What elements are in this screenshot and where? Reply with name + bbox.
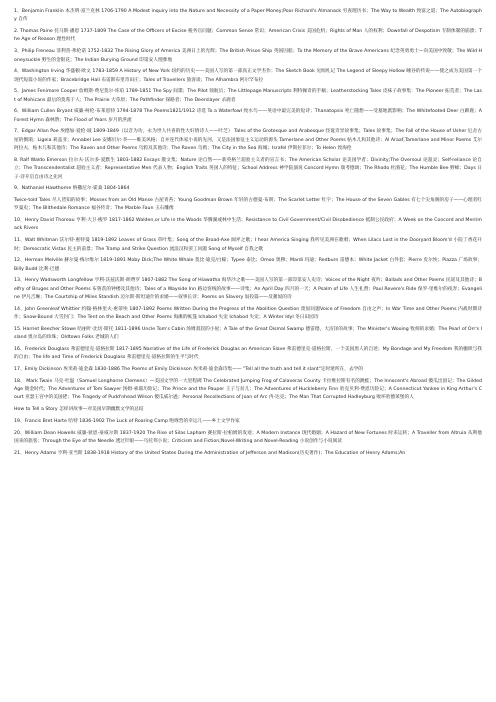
entry-hawthorne-works: Twice-told Tales 尽人皆知的故事；Mosses from an Old Manse 古屋青苔；Young Goodman Brown 年轻的古德曼·布朗；The Scarlet Letter 红字；The House of the Seven Gables 有七个尖角阁的房子——心理者红罗曼史；The Blithedale Romance 福谷传奇；The Marble Faun 玉石雕像 [14,198,482,212]
entry-irving: 4、Washington Irving 华盛顿·欧文 1783-1859 A History of New York 纽约的历史——美国人写的第一部真正文学杰作；The Sketch Book 见闻札记 The Legend of Sleepy Hollow 睡谷的传说——使之成为美国第一个现代短篇小说的作家；Bracebridge Hall 布雷斯布里奇田庄；Tales of Travellers 旅客谈；The Alhambra 阿尔罕布拉 [14,69,482,83]
entry-whittier: 14、John Greenleaf Whittier 约翰·格林里夫·惠蒂埃 1807-1892 Poems Written During the Progress of the Abolition Question 废奴问题Voice of Freedom 自由之声；In War Time and Other Poems 内战时期诗作；Snow-Bound 大雪封门；The Tent on the Beach and Other Poems 海滩的帐篷 Ichabod 失宠 Ichabod 失宠；A Winter Idyl 冬日田园诗 [14,306,482,321]
entry-freneau: 3、Philip Freneau 菲利普·弗伦诺 1752-1832 The Rising Glory of America 美洲日上的光辉；The British Prison Ship 英国囚船；To the Memory of the Brave Americans 纪念英勇勇士—向美国中致敬；The Wild Honeysuckle 野生的金银花；The Indian Burying Ground 印第安人埋葬地 [14,49,482,63]
entry-longfellow: 13、Henry Wadsworth Longfellow 亨利·沃兹沃斯·朗费罗 1807-1882 The Song of Hiawatha 海华沙之歌——美国人写的第一部印第安人史诗；Voices of the Night 夜吟；Ballads and Other Poems 民谣及其他诗；Belfry of Bruges and Other Poems 布鲁茨的钟楼及其他诗；Tales of a Wayside Inn 路边客栈的故事——诗集；An April Day 四月的一天；A Psalm of Life 人生礼赞；Paul Revere's Ride 保罗·里维尔的夜奔；Evangeline 伊凡吉琳；The Courtship of Miles Standish 迈尔斯·斯坦迪什的求婚——叙事长诗；Poems on Slavery 奴役篇——反蓄奴的诗 [14,278,482,301]
entry-whitman: 11、Walt Whitman 沃尔特·惠特曼 1819-1892 Leaves of Grass 草叶集；Song of the Broad-Axe 阔斧之歌；I hear America Singing 我听见美洲在歌唱；When Lilacs Lost in the Dooryard Bloom'd 小院丁香花开时；Democratic Vistas 民主的前景；The Tramp and Strike Question 流浪汉和罢工问题 Song of Myself 自我之歌 [14,238,482,252]
entry-douglass: 16、Frederick Douglass 弗雷德里克·道格拉斯 1817-1895 Narrative of the Life of Frederick Douglas an American Slave 弗雷德里克·道格拉斯，一个美国黑人的自述；My Bondage and My Freedom 我的枷锁与我的自由；The life and Time of Frederick Douglass 弗雷德里克·道格拉斯的生平与时代 [14,346,482,361]
entry-harte: 19、Francis Bret Harte 哈特 1836-1902 The Luck of Roaring Camp 咆哮营的幸运儿——乡土文学作家 [14,418,240,424]
entry-twain-story: How to Tell a Story 怎样讲故事—对美国早期幽默文学的总结 [14,407,144,413]
entry-bryant: 6、William Cullen Bryant 威廉·柯伦·布莱恩特 1794-1878 The Poems1821/1912 诗选 To a Waterfowl 致水鸟——英语中最完美的短诗；Thanatopsis 死亡随想——受墓地派影响；The Whitefooted Deer 白蹄鹿；A Forest Hymn 森林赞；The Flood of Years 岁月的洪流 [14,109,482,123]
entry-stowe: 15. Harriet Beecher Stowe 哈丽叶·比切·斯托 1811-1896 Uncle Tom's Cabin 汤姆叔叔的小屋；A Tale of the Great Dismal Swamp 德雷德，大沼泽的故事；The Minister's Wooing 牧师的求婚；The Pearl of Orr's Island 奥尔岛的珍珠；Oldtown Folks 老城的人们 [14,326,482,341]
entry-thoreau: 10、Henry David Thoreau 亨利·大卫·梭罗 1817-1862 Walden,or Life in the Woods 华腾湖或林中生活；Resistance to Civil Government/Civil Disobedience 抵制公民政府；A Week on the Concord and Merrimack Rivers [14,218,482,232]
entry-franklin: 1、Benjamin Franklin 本杰明·富兰克林 1706-1790 A Modest inquiry into the Nature and Necessity of a Paper Money;Poor Richard's Almanack 穷查理历书；The Way to Wealth 致富之道；The Autobiography 自传 [14,9,482,23]
entry-emerson: 8. Ralf Waldo Emerson 拉尔夫·沃尔多·爱默生 1803-1882 Essays 散文集；Nature 论自然——新英格兰超验主义者的宣言书；The American Scholar 论美国学者；Divinity;The Oversoul 论超灵；Self-reliance 论自立；The Transcendentalist 超验主义者；Representative Men 代表人物；English Traits 英国人的特征；School Address 神学院演说 Concord Hymn 康考德颂；The Rhodo 杜鹃花；The Humble Bee 野蜂；Days 日子·诗开启自由诗之先河 [14,157,482,180]
entry-cooper: 5、James Fenimore Cooper 詹姆斯·费尼莫尔·库珀 1789-1851 The Spy 间谍；The Pilot 领航员；The Littlepage Manuscripts 利特佩奇的手稿；Leatherstocking Tales 皮袜子故事集：The Pioneer 拓荒者；The Last of Mohicans 最后的莫希干人；The Prairie 大草原；The Pathfinder 探路者；The Deerslayer 杀鹿者 [14,89,482,103]
entry-paine: 2. Thomas Paine 托马斯·潘恩 1737-1809 The Case of the Officers of Excise 税务官问题；Common Sense 常识；American Crisis 美国危机；Rights of Man 人的权利；Downfall of Despotism 专制体制的崩溃；The Age of Reason 理性时代 [14,29,482,43]
entry-dickinson: 17、Emily Dickinson 埃米莉·迪金森 1830-1886 The Poems of Emily Dickinson 埃米莉·迪金森诗集—— "Tell all the truth and tell it slant"定时迷所在，去学的 [14,367,363,373]
entry-poe: 7、Edgar Allan Poe 埃德加·爱伦·坡 1809-1849（以音为功，永为世人共喜的性大好情诗人——叶芝） Tales of the Grotesque and Arabesque 怪诞奇异故事集；Tales 故事集；The Fall of the House of Usher 厄舍古屋的倒塌；Ligeia 莉盖亚；Annabel Lee 安娜贝尔·李——唯美风格；自并连代体家小说的先河，又是法国象征主义运动的源头 Tamerlane and Other Poems 帖木儿和其他诗；Al Araaf,Tamerlane and Minor Poems 艾尔阿拉夫，帖木儿和其他诗；The Raven and Other Poems 乌鸦及其他诗；The Raven 乌鸦；The City in the Sea 海城；Israfel 伊斯拉菲尔；To Helen 致海伦 [14,129,482,152]
entry-hawthorne-heading: 9、Nathaniel Hawthorne 纳撒尼尔·霍桑 1804-1864 [14,186,130,192]
entry-melville: 12、Herman Melville 赫尔曼·梅尔维尔 1819-1891 Moby Dick;The White Whale 莫比·迪克/白鲸；Typee 泰比；Omoo 奥穆；Mardi 玛迪；Redburn 雷德本；White Jacket 白外套；Pierre 皮尔埃；Piazza 广场故事；Billy Budd 比利·巴德 [14,258,482,272]
entry-adams: 21、Henry Adams 亨利·亚当斯 1838-1918 History of the United States During the Administration of Jefferson and Madison(历史著作)；The Education of Henry Adams;An [14,450,406,456]
entry-howells: 20、William Dean Howells 威廉·狄恩·豪威尔斯 1837-1920 The Rise of Silas Lapham 赛拉斯·拉帕姆的发迹；A Modern Instance 现代婚姻；A Hazard of New Fortunes 时来运转；A Traveller from Altruia 从利他国来的旅客；Through the Eye of the Needle 透过针眼——乌托邦小说；Criticism and Fiction;Novel-Writing and Novel-Reading 小说创作与小说阅读 [14,430,482,444]
entry-twain: 18、 Mark Twain 马克·吐温（Samuel Longhorne Clemens）—美国文学的一大里程碑 The Celebrated Jumping Frog of Calaveras County 卡拉维拉斯有名的跳蛙；The Innocent's Abroad 傻瓜出国记；The Gilded Age 镀金时代；The Adventures of Tom Sawyer 汤姆·索耶历险记；The Prince and the Pauper 王子与贫儿；The Adventures of Huckleberry Finn 哈克贝利·费恩历险记；A Connecticut Yankee in King Arthur's Court 亚瑟王宫中的美国佬；The Tragedy of Pudd'nhead Wilson 傻瓜威尔逊；Personal Recollections of Joan of Arc 冉·达克；The Man That Corrupted Hadleyburg 败坏哈德莱堡的人 [14,378,482,401]
